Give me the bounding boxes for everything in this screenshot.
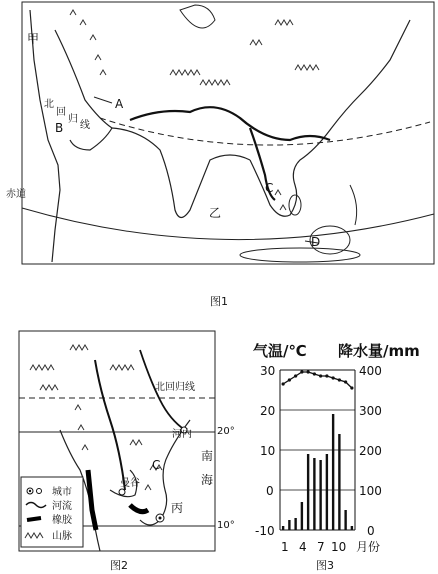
label-C-fig2: C (152, 458, 161, 472)
legend-rubber-icon (27, 518, 41, 520)
precip-bar-11 (344, 510, 346, 530)
temp-point-4 (300, 370, 303, 373)
right-tick-0: 0 (367, 524, 375, 538)
temp-point-3 (294, 374, 297, 377)
temp-axis-title: 气温/℃ (253, 342, 307, 360)
label-equator: 赤道 (6, 189, 26, 200)
coastline-arabia (55, 30, 112, 150)
label-tropic-fig2: 北回归线 (155, 382, 195, 393)
legend-city-label: 城市 (52, 487, 72, 498)
x-tick-1: 1 (281, 540, 289, 554)
coastline-east-asia (250, 20, 410, 216)
left-tick-neg10: -10 (255, 524, 275, 538)
precip-bar-6 (313, 458, 315, 530)
temp-point-12 (350, 386, 353, 389)
x-tick-4: 4 (299, 540, 307, 554)
legend-city-capital-dot (29, 490, 31, 492)
temp-point-10 (338, 378, 341, 381)
figure1-frame (22, 2, 434, 264)
climate-chart (253, 342, 420, 572)
label-bing: 丙 (171, 501, 184, 515)
inland-sea (180, 5, 215, 28)
label-hanoi: 河内 (172, 429, 192, 440)
precip-bar-9 (332, 414, 334, 530)
label-lat20: 20° (217, 426, 235, 437)
label-tropic-xian: 线 (80, 120, 90, 131)
temp-point-11 (344, 380, 347, 383)
label-D: D (311, 235, 321, 249)
precip-axis-title: 降水量/mm (338, 342, 420, 360)
left-tick-20: 20 (260, 404, 276, 418)
left-tick-0: 0 (266, 484, 274, 498)
label-nan: 南 (201, 449, 214, 463)
precip-bar-8 (326, 454, 328, 530)
label-B: B (55, 121, 64, 135)
precip-bars (282, 414, 353, 530)
figure2-map (19, 331, 235, 572)
right-tick-200: 200 (359, 444, 382, 458)
precip-bar-1 (282, 526, 284, 530)
precip-bar-10 (338, 434, 340, 530)
temp-curve (283, 372, 352, 388)
island-java (240, 248, 360, 262)
coastline-india (112, 128, 250, 218)
border-line (130, 107, 330, 140)
legend-rubber-label: 橡胶 (52, 515, 72, 526)
right-tick-400: 400 (359, 364, 382, 378)
label-lat10: 10° (217, 520, 235, 531)
city-bing-dot (159, 517, 162, 520)
legend-mountain-label: 山脉 (52, 531, 72, 542)
label-C: C (265, 181, 274, 195)
precip-bar-5 (307, 454, 309, 530)
island-philippines (350, 185, 357, 225)
city-bangkok (119, 489, 125, 495)
temp-point-2 (288, 378, 291, 381)
legend-city-icon (37, 489, 42, 494)
coastline-africa (30, 10, 60, 262)
temp-line (282, 370, 354, 389)
figure2-caption: 图2 (110, 559, 128, 572)
temp-point-7 (319, 374, 322, 377)
label-jia: 甲 (27, 32, 40, 46)
precip-bar-12 (351, 526, 353, 530)
precip-bar-7 (319, 460, 321, 530)
x-tick-7: 7 (317, 540, 325, 554)
temp-point-6 (313, 372, 316, 375)
label-A: A (115, 97, 124, 111)
rubber-zone-2 (130, 505, 148, 512)
precip-bar-4 (301, 502, 303, 530)
figure3-caption: 图3 (316, 559, 334, 572)
temp-point-9 (332, 376, 335, 379)
arrow-A (94, 97, 112, 103)
temp-point-1 (282, 382, 285, 385)
label-hai: 海 (201, 473, 214, 487)
precip-bar-3 (294, 518, 296, 530)
temp-point-8 (325, 374, 328, 377)
precip-bar-2 (288, 520, 290, 530)
x-tick-10: 10 (331, 540, 347, 554)
left-tick-10: 10 (260, 444, 276, 458)
label-bangkok: 曼谷 (120, 478, 140, 489)
figure1-map (6, 2, 434, 308)
right-tick-300: 300 (359, 404, 382, 418)
figure1-caption: 图1 (210, 295, 228, 308)
rubber-zone-1 (88, 470, 96, 530)
right-tick-100: 100 (359, 484, 382, 498)
left-tick-30: 30 (260, 364, 276, 378)
river-1 (95, 360, 125, 490)
grid-lines (280, 410, 355, 490)
equator-line (22, 208, 434, 240)
temp-point-5 (307, 370, 310, 373)
x-axis-label: 月份 (356, 540, 381, 554)
legend-river-label: 河流 (52, 501, 72, 512)
label-tropic-bei: 北 (44, 99, 54, 110)
label-tropic-gui: 归 (68, 114, 78, 125)
label-yi: 乙 (209, 206, 222, 220)
label-tropic-hui: 回 (56, 107, 66, 118)
